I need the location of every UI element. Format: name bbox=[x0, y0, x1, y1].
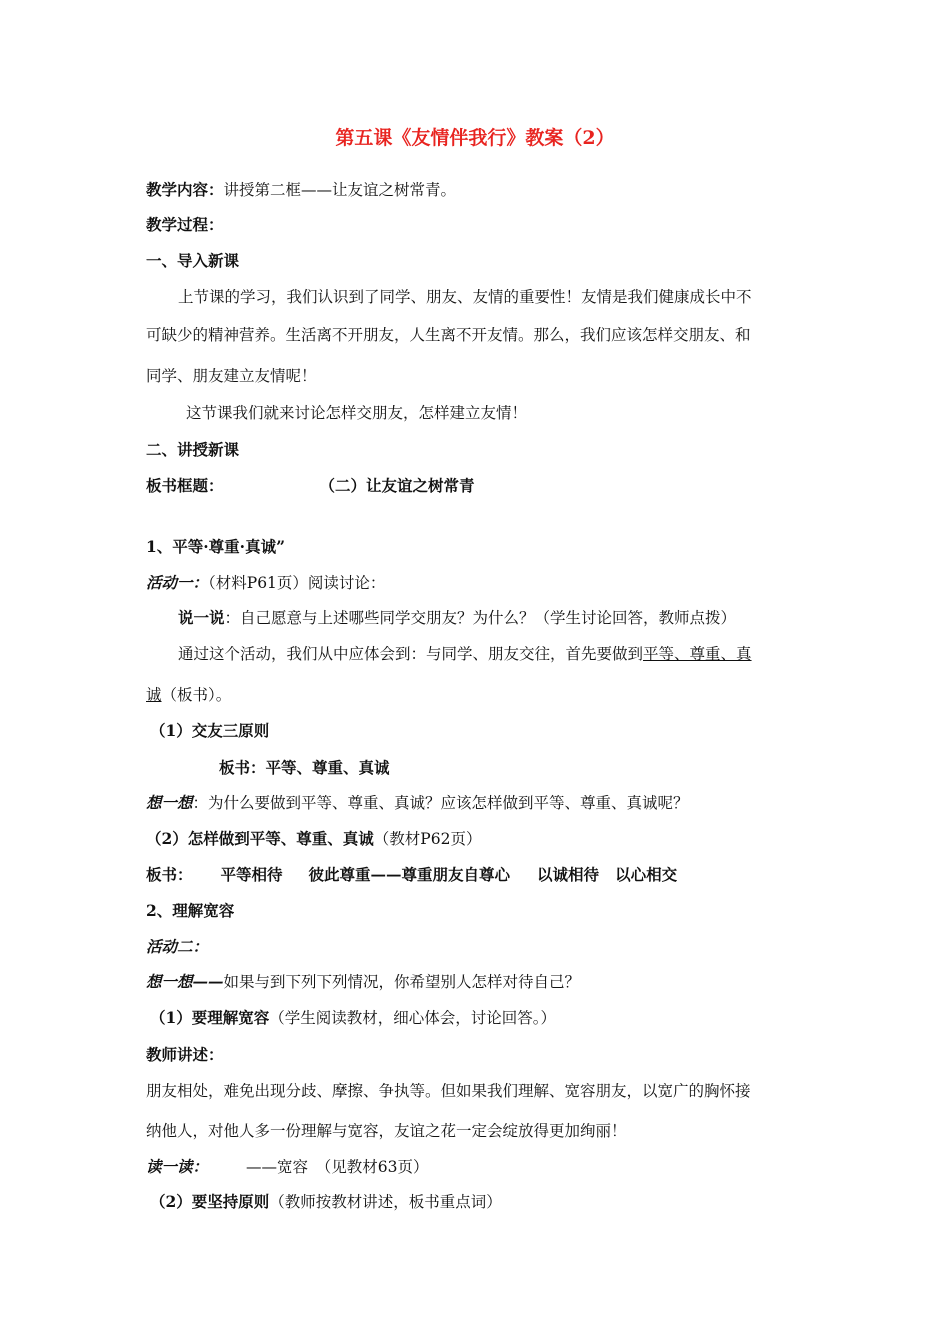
subsection-heading-1: 1、平等·尊重·真诚” bbox=[146, 537, 285, 556]
point-how-bold: （2）怎样做到平等、尊重、真诚 bbox=[146, 829, 374, 848]
say-label: 说一说 bbox=[178, 608, 225, 627]
point-how-line bbox=[146, 829, 481, 849]
paragraph-intro-2: 这节课我们就来讨论怎样交朋友，怎样建立友情！ bbox=[186, 404, 528, 422]
board-topic-label: 板书框题： bbox=[146, 476, 224, 495]
teacher-narration-label: 教师讲述： bbox=[146, 1045, 224, 1064]
think-two-text: 如果与到下列下列情况，你希望别人怎样对待自己？ bbox=[223, 973, 581, 991]
teaching-process-label: 教学过程： bbox=[146, 215, 224, 234]
section-heading-new: 二、讲授新课 bbox=[146, 440, 240, 459]
board-detail-label: 板书： bbox=[146, 865, 193, 884]
board-item-equal: 平等相待 bbox=[220, 865, 283, 884]
say-line bbox=[178, 608, 736, 628]
activity-one-line bbox=[146, 573, 385, 593]
read-label: 读一读： bbox=[146, 1157, 209, 1176]
paragraph-intro-line1: 上节课的学习，我们认识到了同学、朋友、友情的重要性！友情是我们健康成长中不 bbox=[178, 288, 752, 306]
paragraph-activity-line1 bbox=[178, 644, 752, 664]
board-item-heart: 以心相交 bbox=[615, 865, 678, 884]
board-note: （板书）。 bbox=[161, 686, 232, 704]
teaching-content-line bbox=[146, 180, 456, 200]
point-tolerance-note: （学生阅读教材，细心体会，讨论回答。） bbox=[269, 1009, 557, 1027]
point-principle-note: （教师按教材讲述，板书重点词） bbox=[269, 1193, 502, 1211]
point-principle-line bbox=[150, 1192, 502, 1212]
teaching-content-label: 教学内容： bbox=[146, 180, 224, 199]
underlined-principles-end: 诚 bbox=[146, 686, 162, 704]
point-principle-bold: （2）要坚持原则 bbox=[150, 1192, 270, 1211]
say-text: ：自己愿意与上述哪些同学交朋友？为什么？（学生讨论回答，教师点拨） bbox=[224, 609, 737, 627]
paragraph-intro-line3: 同学、朋友建立友情呢！ bbox=[146, 367, 317, 385]
board-item-sincere: 以诚相待 bbox=[537, 865, 600, 884]
point-how-note: （教材P62页） bbox=[373, 830, 482, 848]
read-text: ——宽容 （见教材63页） bbox=[246, 1158, 429, 1176]
board-principles: 板书：平等、尊重、真诚 bbox=[219, 758, 390, 777]
board-topic-line bbox=[146, 476, 475, 496]
read-line bbox=[146, 1157, 429, 1177]
paragraph-tolerance-line2: 纳他人，对他人多一份理解与宽容，友谊之花一定会绽放得更加绚丽！ bbox=[146, 1122, 627, 1140]
paragraph-activity-line2 bbox=[146, 685, 231, 705]
point-three-principles: （1）交友三原则 bbox=[150, 721, 270, 740]
teaching-content-text: 讲授第二框——让友谊之树常青。 bbox=[223, 181, 457, 199]
think-line bbox=[146, 793, 689, 813]
activity-two-label: 活动二： bbox=[146, 937, 209, 956]
board-detail-line bbox=[146, 865, 677, 885]
point-tolerance-bold: （1）要理解宽容 bbox=[150, 1008, 270, 1027]
point-tolerance-line bbox=[150, 1008, 556, 1028]
think-two-label: 想一想—— bbox=[146, 972, 224, 991]
think-text: ：为什么要做到平等、尊重、真诚？应该怎样做到平等、尊重、真诚呢？ bbox=[192, 794, 689, 812]
activity-one-text: （材料P61页）阅读讨论： bbox=[208, 574, 386, 592]
paragraph-intro-line2: 可缺少的精神营养。生活离不开朋友，人生离不开友情。那么，我们应该怎样交朋友、和 bbox=[146, 326, 751, 344]
activity-one-label: 活动一： bbox=[146, 573, 209, 592]
subsection-heading-2: 2、理解宽容 bbox=[146, 901, 235, 920]
document-title: 第五课《友情伴我行》教案（2） bbox=[335, 127, 615, 149]
underlined-principles: 平等、尊重、真 bbox=[643, 645, 752, 663]
board-item-respect: 彼此尊重——尊重朋友自尊心 bbox=[308, 865, 511, 884]
paragraph-activity-text: 通过这个活动，我们从中应体会到：与同学、朋友交往，首先要做到 bbox=[178, 645, 644, 663]
think-two-line bbox=[146, 972, 580, 992]
paragraph-tolerance-line1: 朋友相处，难免出现分歧、摩擦、争执等。但如果我们理解、宽容朋友，以宽广的胸怀接 bbox=[146, 1082, 751, 1100]
board-topic-text: （二）让友谊之树常青 bbox=[319, 476, 475, 495]
section-heading-intro: 一、导入新课 bbox=[146, 251, 240, 270]
think-label: 想一想 bbox=[146, 793, 193, 812]
